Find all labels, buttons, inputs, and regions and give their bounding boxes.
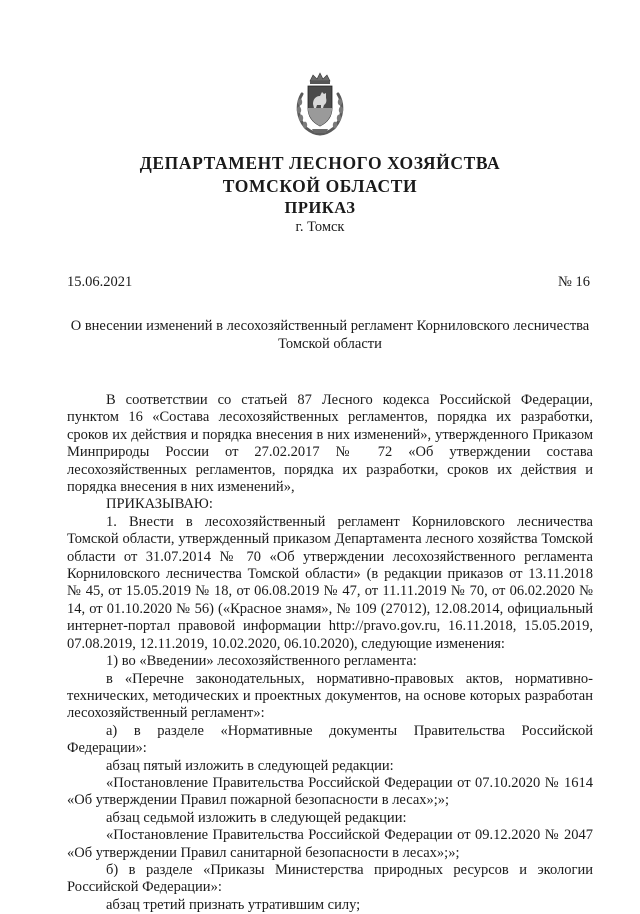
body-paragraph: ПРИКАЗЫВАЮ: xyxy=(106,496,213,513)
document-subject: О внесении изменений в лесохозяйственный регламент Корниловского лесничества Томской области xyxy=(70,318,590,352)
body-paragraph: б) в разделе «Приказы Министерства природных ресурсов и экологии Российской Федерации»: xyxy=(67,861,593,896)
city-label: г. Томск xyxy=(295,219,345,235)
body-paragraph: абзац пятый изложить в следующей редакции: xyxy=(106,757,394,774)
body-paragraph: «Постановление Правительства Российской Федерации от 09.12.2020 № 2047 «Об утверждении Правил санитарной безопасности в лесах»;»; xyxy=(67,827,593,861)
body-paragraph: абзац третий признать утратившим силу; xyxy=(106,896,361,913)
organization-name-line2: ТОМСКОЙ ОБЛАСТИ xyxy=(222,176,418,196)
document-type-title: ПРИКАЗ xyxy=(284,198,356,217)
document-date: 15.06.2021 xyxy=(67,274,133,290)
body-paragraph: абзац седьмой изложить в следующей редакции: xyxy=(106,809,407,826)
document-body xyxy=(67,392,593,914)
body-paragraph: 1. Внести в лесохозяйственный регламент Корниловского лесничества Томской области, утвержденный приказом Департамента лесного хозяйства Томской области от 31.07.2014 № 70 «Об утверждении лесохозяйственного регламента Корниловского лесничества Томской области» (в редакции приказов от 13.11.2018 № 45, от 15.05.2019 № 18, от 06.08.2019 № 47, от 11.11.2019 № 70, от 06.02.2020 № 14, от 01.10.2020 № 56) («Красное знамя», № 109 (27012), 12.08.2014, официальный интернет-портал правовой информации http://pravo.gov.ru, 16.11.2018, 15.05.2019, 07.08.2019, 12.11.2019, 10.02.2020, 06.10.2020), следующие изменения: xyxy=(67,513,593,652)
body-paragraph: В соответствии со статьей 87 Лесного кодекса Российской Федерации, пунктом 16 «Состава лесохозяйственных регламентов, порядка их разработки, сроков их действия и порядка внесения в них изменений», утвержденного Приказом Минприроды России от 27.02.2017 № 72 «Об утверждении состава лесохозяйственных регламентов, порядка их разработки, сроков их действия и порядка внесения в них изменений», xyxy=(67,392,593,496)
coat-of-arms-emblem xyxy=(293,72,347,136)
body-paragraph: а) в разделе «Нормативные документы Правительства Российской Федерации»: xyxy=(67,722,593,757)
document-number: № 16 xyxy=(558,274,590,290)
body-paragraph: 1) во «Введении» лесохозяйственного регламента: xyxy=(106,653,417,670)
body-paragraph: в «Перечне законодательных, нормативно-правовых актов, нормативно-технических, методических и проектных документов, на основе которых разработан лесохозяйственный регламент»: xyxy=(67,670,593,722)
body-paragraph: «Постановление Правительства Российской Федерации от 07.10.2020 № 1614 «Об утверждении Правил пожарной безопасности в лесах»;»; xyxy=(67,774,593,809)
organization-name-line1: ДЕПАРТАМЕНТ ЛЕСНОГО ХОЗЯЙСТВА xyxy=(139,153,501,173)
